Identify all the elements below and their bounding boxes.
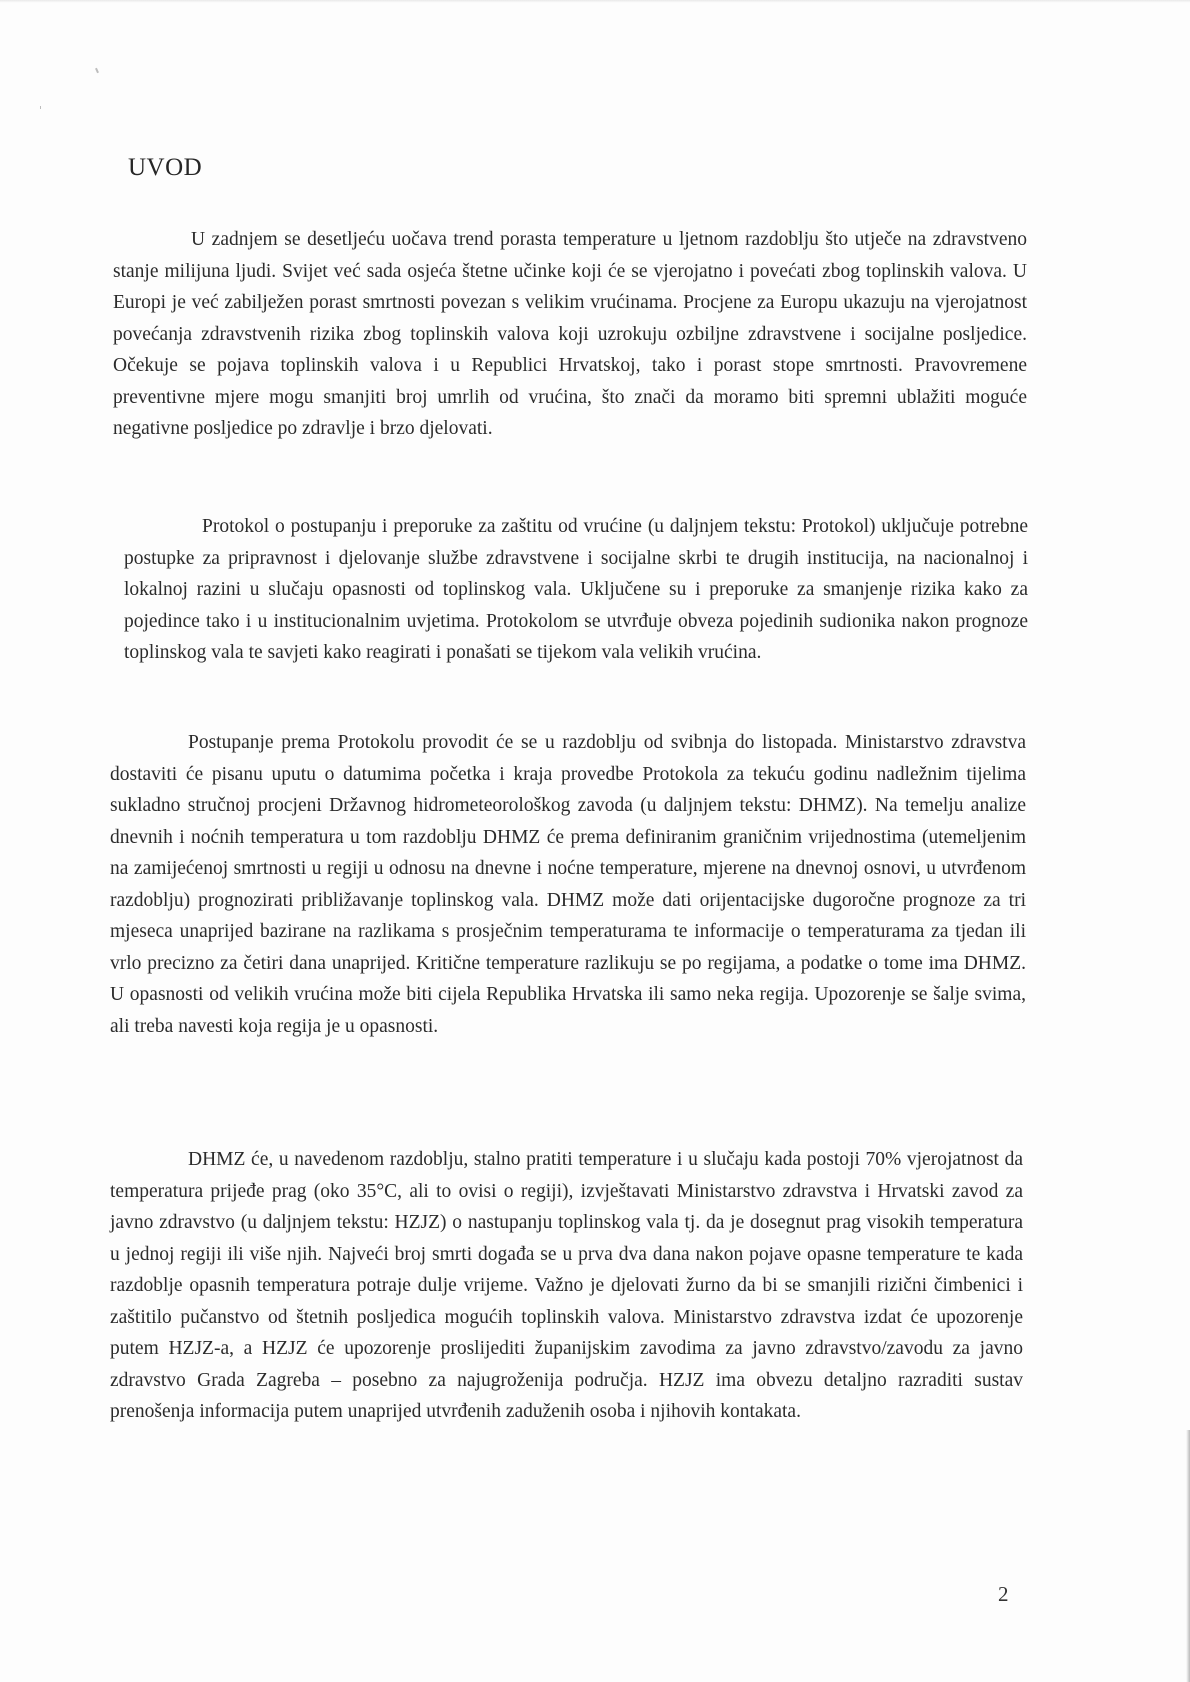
- paragraph-1: U zadnjem se desetljeću uočava trend porasta temperature u ljetnom razdoblju što utječe na zdravstveno stanje milijuna ljudi. Svijet već sada osjeća štetne učinke koji će se vjerojatno i povećati zbog toplinskih valova. U Europi je već zabilježen porast smrtnosti povezan s velikim vrućinama. Procjene za Europu ukazuju na vjerojatnost povećanja zdravstvenih rizika zbog toplinskih valova koji uzrokuju ozbiljne zdravstvene i socijalne posljedice. Očekuje se pojava toplinskih valova i u Republici Hrvatskoj, tako i porast stope smrtnosti. Pravovremene preventivne mjere mogu smanjiti broj umrlih od vrućina, što znači da moramo biti spremni ublažiti moguće negativne posljedice po zdravlje i brzo djelovati.: [113, 229, 1027, 439]
- paragraph-2: Protokol o postupanju i preporuke za zaštitu od vrućine (u daljnjem tekstu: Protokol) uključuje potrebne postupke za pripravnost i djelovanje službe zdravstvene i socijalne skrbi te drugih institucija, na nacionalnoj i lokalnoj razini u slučaju opasnosti od toplinskog vala. Uključene su i preporuke za smanjenje rizika kako za pojedince tako i u institucionalnim uvjetima. Protokolom se utvrđuje obveza pojedinih sudionika nakon prognoze toplinskog vala te savjeti kako reagirati i ponašati se tijekom vala velikih vrućina.: [124, 516, 1028, 663]
- paragraph-4: DHMZ će, u navedenom razdoblju, stalno pratiti temperature i u slučaju kada postoji 70% vjerojatnost da temperatura prijeđe prag (oko 35°C, ali to ovisi o regiji), izvještavati Ministarstvo zdravstva i Hrvatski zavod za javno zdravstvo (u daljnjem tekstu: HZJZ) o nastupanju toplinskog vala tj. da je dosegnut prag visokih temperatura u jednoj regiji ili više njih. Najveći broj smrti događa se u prva dva dana nakon pojave opasne temperature te kada razdoblje opasnih temperatura potraje dulje vrijeme. Važno je djelovati žurno da bi se smanjili rizični čimbenici i zaštitilo pučanstvo od štetnih posljedica mogućih toplinskih valova. Ministarstvo zdravstva izdat će upozorenje putem HZJZ-a, a HZJZ će upozorenje proslijediti županijskim zavodima za javno zdravstvo/zavodu za javno zdravstvo Grada Zagreba – posebno za najugroženija područja. HZJZ ima obvezu detaljno razraditi sustav prenošenja informacija putem unaprijed utvrđenih zaduženih osoba i njihovih kontakata.: [110, 1149, 1023, 1422]
- paragraph-3: Postupanje prema Protokolu provodit će se u razdoblju od svibnja do listopada. Ministarstvo zdravstva dostaviti će pisanu uputu o datumima početka i kraja provedbe Protokola za tekuću godinu nadležnim tijelima sukladno stručnoj procjeni Državnog hidrometeorološkog zavoda (u daljnjem tekstu: DHMZ). Na temelju analize dnevnih i noćnih temperatura u tom razdoblju DHMZ će prema definiranim graničnim vrijednostima (utemeljenim na zamijećenoj smrtnosti u regiji u odnosu na dnevne i noćne temperature, mjerene na dnevnoj osnovi, u utvrđenom razdoblju) prognozirati približavanje toplinskog vala. DHMZ može dati orijentacijske dugoročne prognoze za tri mjeseca unaprijed bazirane na razlikama s prosječnim temperaturama te informacije o temperaturama za tjedan ili vrlo precizno za četiri dana unaprijed. Kritične temperature razlikuju se po regijama, a podatke o tome ima DHMZ. U opasnosti od velikih vrućina može biti cijela Republika Hrvatska ili samo neka regija. Upozorenje se šalje svima, ali treba navesti koja regija je u opasnosti.: [110, 732, 1026, 1037]
- scan-right-edge: [1186, 1430, 1190, 1682]
- scan-speck: [95, 68, 99, 73]
- section-heading: UVOD: [128, 154, 203, 181]
- scan-speck: [40, 106, 41, 109]
- page-number: 2: [998, 1582, 1009, 1606]
- scan-top-edge: [0, 0, 1190, 3]
